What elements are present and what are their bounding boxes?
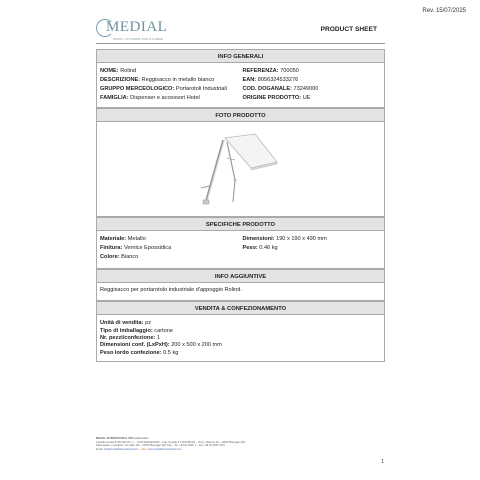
extra-info-text: Reggisacco per portarotolo industriale d'appoggio Rolind. <box>100 286 242 293</box>
section-extra-header: INFO AGGIUNTIVE <box>96 269 385 283</box>
general-name-row: NOME: Rolind <box>100 68 137 74</box>
sheet-header <box>96 17 385 44</box>
spec-finish-row: Finitura: Vernice Epossidica <box>100 245 172 252</box>
logo-tagline: SUPPLY SYSTEMS FOR HYGIENE <box>113 37 164 41</box>
footer-capital-line: Capitale sociale € 500.000,00 i.v. – P.IVA 06226291003 – Cap. Sociale € 2.300.000,00 – Via G. Marconi 30 – 20010 Bareggio (MI) <box>96 440 246 444</box>
sales-packaging-row: Tipo di imballaggio: cartone <box>100 327 173 334</box>
extra-info-box <box>96 283 385 301</box>
general-origin-row: ORIGINE PRODOTTO: UE <box>242 95 311 101</box>
company-footer <box>96 437 396 451</box>
sales-box <box>96 315 385 362</box>
section-sales-header: VENDITA & CONFEZIONAMENTO <box>96 301 385 315</box>
spec-weight-row: Peso: 0.46 kg <box>242 245 278 252</box>
footer-company-line: MEDIAL INTERNATIONAL SPA socio unico <box>96 437 149 440</box>
revision-date: Rev. 15/07/2025 <box>422 8 466 14</box>
product-photo <box>193 128 283 208</box>
general-description-row: DESCRIZIONE: Reggisacco in metallo bianco <box>100 77 215 83</box>
general-group-row: GRUPPO MERCEOLOGICO: Portarotoli Industriali <box>100 86 227 92</box>
footer-contacts-line: Email: info@medialinternational.com – Web: www.medialinternational.com <box>96 447 182 451</box>
general-reference-row: REFERENZA: 700050 <box>242 68 299 74</box>
page-number: 1 <box>381 459 384 465</box>
sales-unit-row: Unità di vendita: pz <box>100 320 151 327</box>
sales-pieces-row: Nr. pezzi/confezione: 1 <box>100 335 161 342</box>
section-general-header: INFO GENERALI <box>96 49 385 63</box>
logo-wordmark: MEDIAL <box>106 19 168 35</box>
spec-dimensions-row: Dimensioni: 190 x 190 x 490 mm <box>242 236 327 243</box>
general-family-row: FAMIGLIA: Dispenser e accessori Hotel <box>100 95 200 101</box>
footer-email-link[interactable]: info@medialinternational.com <box>103 447 139 451</box>
general-customs-row: COD. DOGANALE: 73249000 <box>242 86 319 92</box>
product-photo-box <box>96 122 385 217</box>
sales-gross-weight-row: Peso lordo confezione: 0.5 kg <box>100 349 179 356</box>
product-sheet <box>96 17 385 362</box>
medial-logo <box>96 17 216 43</box>
document-title: PRODUCT SHEET <box>320 26 377 33</box>
sales-pack-dimensions-row: Dimensioni conf. (LxPxH): 200 x 500 x 200 mm <box>100 342 222 349</box>
general-info-box <box>96 63 385 108</box>
footer-address-line: Sede legale e operativa: Via Italia 100 – 20010 Bareggio (MI) Italy – Tel. +39 02 9035 1 – Fax +39 02 9035 7901 <box>96 444 225 448</box>
spec-color-row: Colore: Bianco <box>100 254 139 261</box>
section-photo-header: FOTO PRODOTTO <box>96 108 385 122</box>
general-ean-row: EAN: 8056324533276 <box>242 77 299 83</box>
spec-material-row: Materiale: Metallo <box>100 236 146 243</box>
footer-web-link[interactable]: www.medialinternational.com <box>147 447 182 451</box>
section-specs-header: SPECIFICHE PRODOTTO <box>96 217 385 231</box>
specs-box <box>96 231 385 268</box>
